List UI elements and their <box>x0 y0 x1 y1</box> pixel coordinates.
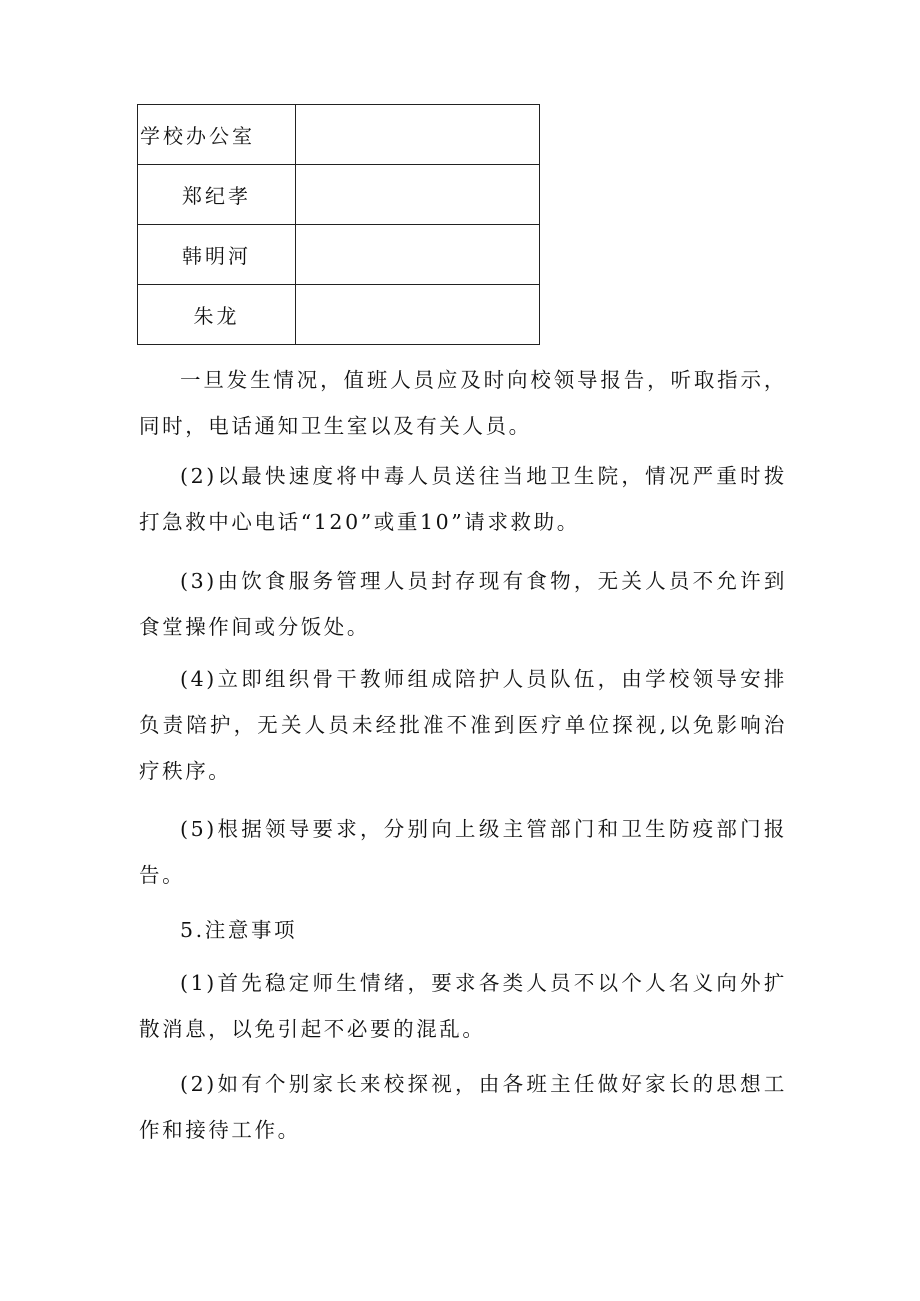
paragraph-note-1: (1)首先稳定师生情绪，要求各类人员不以个人名义向外扩散消息，以免引起不必要的混乱。 <box>139 971 787 1041</box>
table-row <box>138 105 540 165</box>
table-cell-name: 学校办公室 <box>138 105 296 165</box>
contact-table <box>137 104 540 345</box>
table-cell-value <box>296 285 540 345</box>
table-cell-name: 韩明河 <box>138 225 296 285</box>
paragraph-notification: 一旦发生情况，值班人员应及时向校领导报告，听取指示，同时，电话通知卫生室以及有关人员。 <box>139 368 787 438</box>
table-row <box>138 225 540 285</box>
table-row <box>138 285 540 345</box>
table-cell-value <box>296 165 540 225</box>
paragraph-step-3: (3)由饮食服务管理人员封存现有食物，无关人员不允许到食堂操作间或分饭处。 <box>139 569 787 639</box>
table-cell-value <box>296 225 540 285</box>
section-heading-notes: 5.注意事项 <box>180 918 298 942</box>
table-row <box>138 165 540 225</box>
paragraph-note-2: (2)如有个别家长来校探视，由各班主任做好家长的思想工作和接待工作。 <box>139 1072 787 1142</box>
paragraph-step-2: (2)以最快速度将中毒人员送往当地卫生院，情况严重时拨打急救中心电话“120”或重10”请求救助。 <box>139 464 787 534</box>
paragraph-step-5: (5)根据领导要求，分别向上级主管部门和卫生防疫部门报告。 <box>139 817 787 887</box>
table-cell-name: 郑纪孝 <box>138 165 296 225</box>
table-cell-name: 朱龙 <box>138 285 296 345</box>
table-cell-value <box>296 105 540 165</box>
paragraph-step-4: (4)立即组织骨干教师组成陪护人员队伍，由学校领导安排负责陪护，无关人员未经批准不准到医疗单位探视,以免影响治疗秩序。 <box>139 667 787 783</box>
